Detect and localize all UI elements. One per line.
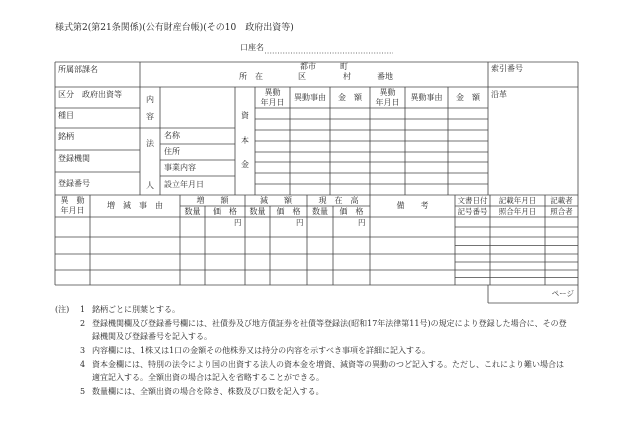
note-number: 1 — [80, 305, 86, 314]
form-title: 様式第2(第21条関係)(公有財産台帳)(その10 政府出資等) — [55, 23, 294, 33]
registration-number-label: 登録番号 — [58, 179, 90, 188]
decrease-quantity-header: 数量 — [249, 206, 266, 216]
ledger-header-check-date: 照合年月日 — [498, 206, 537, 216]
ledger-header-recorder: 記載者 — [550, 195, 573, 205]
current-yen-unit: 円 — [358, 218, 366, 227]
capital-header-line: 異動事由 — [410, 92, 443, 102]
capital-header-line: 年月日 — [260, 97, 285, 107]
type-label: 種目 — [58, 111, 74, 120]
capital-header-line: 異動 — [379, 87, 396, 97]
corporation-label-char-1: 法 — [146, 139, 154, 148]
content-label-char-1: 内 — [146, 95, 154, 104]
capital-header-change-reason-1 — [290, 87, 330, 108]
note-number: 2 — [80, 319, 86, 328]
current-price-header: 価 格 — [339, 206, 364, 216]
category-label: 区分 — [58, 90, 74, 99]
capital-header-amount-2 — [448, 87, 488, 108]
capital-header-line: 異動事由 — [294, 92, 326, 102]
department-label: 所属部課名 — [58, 65, 98, 74]
ledger-header-decrease: 減 額 — [260, 195, 292, 205]
note-text: 適宜記入する。全額出資の場合は記入を省略することができる。 — [92, 373, 324, 382]
category-value: 政府出資等 — [82, 90, 122, 99]
note-text: 録機関及び登録番号を記入する。 — [92, 332, 212, 341]
account-name-label: 口座名 — [240, 43, 264, 52]
ledger-header-remarks: 備 考 — [396, 201, 429, 210]
note-text: 登録機関欄及び登録番号欄には、社債券及び地方債証券を社債等登録法(昭和17年法律第11号)の規定により登録した場合に、その登 — [92, 319, 567, 328]
capital-header-line: 年月日 — [375, 97, 400, 107]
capital-header-line: 金 額 — [456, 92, 480, 102]
increase-quantity-header: 数量 — [184, 206, 201, 216]
decrease-yen-unit: 円 — [296, 218, 304, 227]
ledger-header-checker: 照合者 — [550, 206, 573, 216]
location-label: 所 在 — [239, 72, 263, 81]
increase-yen-unit: 円 — [234, 218, 242, 227]
capital-header-amount-1 — [330, 87, 370, 108]
capital-header-change-reason-2 — [405, 87, 448, 108]
current-quantity-header: 数量 — [312, 206, 328, 216]
ledger-header-document-date: 文書日付 — [457, 195, 488, 205]
index-number-label: 索引番号 — [491, 64, 523, 73]
history-label: 沿革 — [491, 90, 507, 99]
ledger-header-reason: 増 減 事 由 — [107, 201, 163, 210]
capital-label-char-1: 資 — [241, 111, 249, 120]
ledger-header-document-number: 記号番号 — [457, 206, 488, 216]
corporation-field-business: 事業内容 — [164, 163, 196, 172]
note-number: 4 — [80, 360, 86, 369]
corporation-field-established: 設立年月日 — [164, 180, 204, 189]
location-unit-ward: 区 — [298, 72, 306, 81]
decrease-price-header: 価 格 — [276, 206, 301, 216]
corporation-label-char-2: 人 — [146, 181, 154, 190]
corporation-field-address: 住所 — [164, 147, 180, 156]
notes-marker: (注) — [55, 305, 70, 314]
capital-header-change-date-1 — [255, 87, 290, 108]
capital-header-change-date-2 — [370, 87, 405, 108]
ledger-header-line: 異 動 — [60, 196, 85, 205]
page-label: ページ — [551, 289, 574, 298]
note-text: 内容欄には、1株又は1口の金額その他株券又は持分の内容を示すべき事項を詳細に記入する。 — [92, 346, 431, 355]
increase-price-header: 価 格 — [213, 206, 237, 216]
location-unit-city: 都市 — [300, 62, 316, 71]
location-unit-lot: 番地 — [377, 72, 393, 81]
capital-label-char-2: 本 — [241, 136, 249, 145]
capital-label-char-3: 金 — [241, 160, 249, 169]
ledger-header-increase: 増 額 — [196, 195, 229, 205]
location-unit-town: 町 — [340, 62, 348, 71]
ledger-header-line: 年月日 — [60, 206, 85, 215]
ledger-header-entry-date: 記載年月日 — [498, 195, 537, 205]
note-number: 5 — [80, 387, 86, 396]
capital-header-line: 金 額 — [338, 92, 362, 102]
ledger-header-current: 現 在 高 — [318, 195, 359, 205]
content-label-char-2: 容 — [146, 112, 154, 121]
corporation-field-name: 名称 — [164, 131, 180, 140]
location-unit-village: 村 — [343, 72, 351, 81]
note-number: 3 — [80, 346, 86, 355]
note-text: 資本金欄には、特別の法令により国の出資する法人の資本金を増資、減資等の異動のつど記入する。ただし、これにより難い場合は — [92, 360, 564, 369]
note-text: 数量欄には、全額出資の場合を除き、株数及び口数を記入する。 — [92, 387, 324, 396]
registry-label: 登録機関 — [58, 154, 90, 163]
capital-header-line: 異動 — [264, 87, 281, 97]
ledger-header-change-date — [55, 195, 90, 217]
issue-label: 銘柄 — [58, 132, 74, 141]
note-text: 銘柄ごとに別葉とする。 — [92, 305, 180, 314]
